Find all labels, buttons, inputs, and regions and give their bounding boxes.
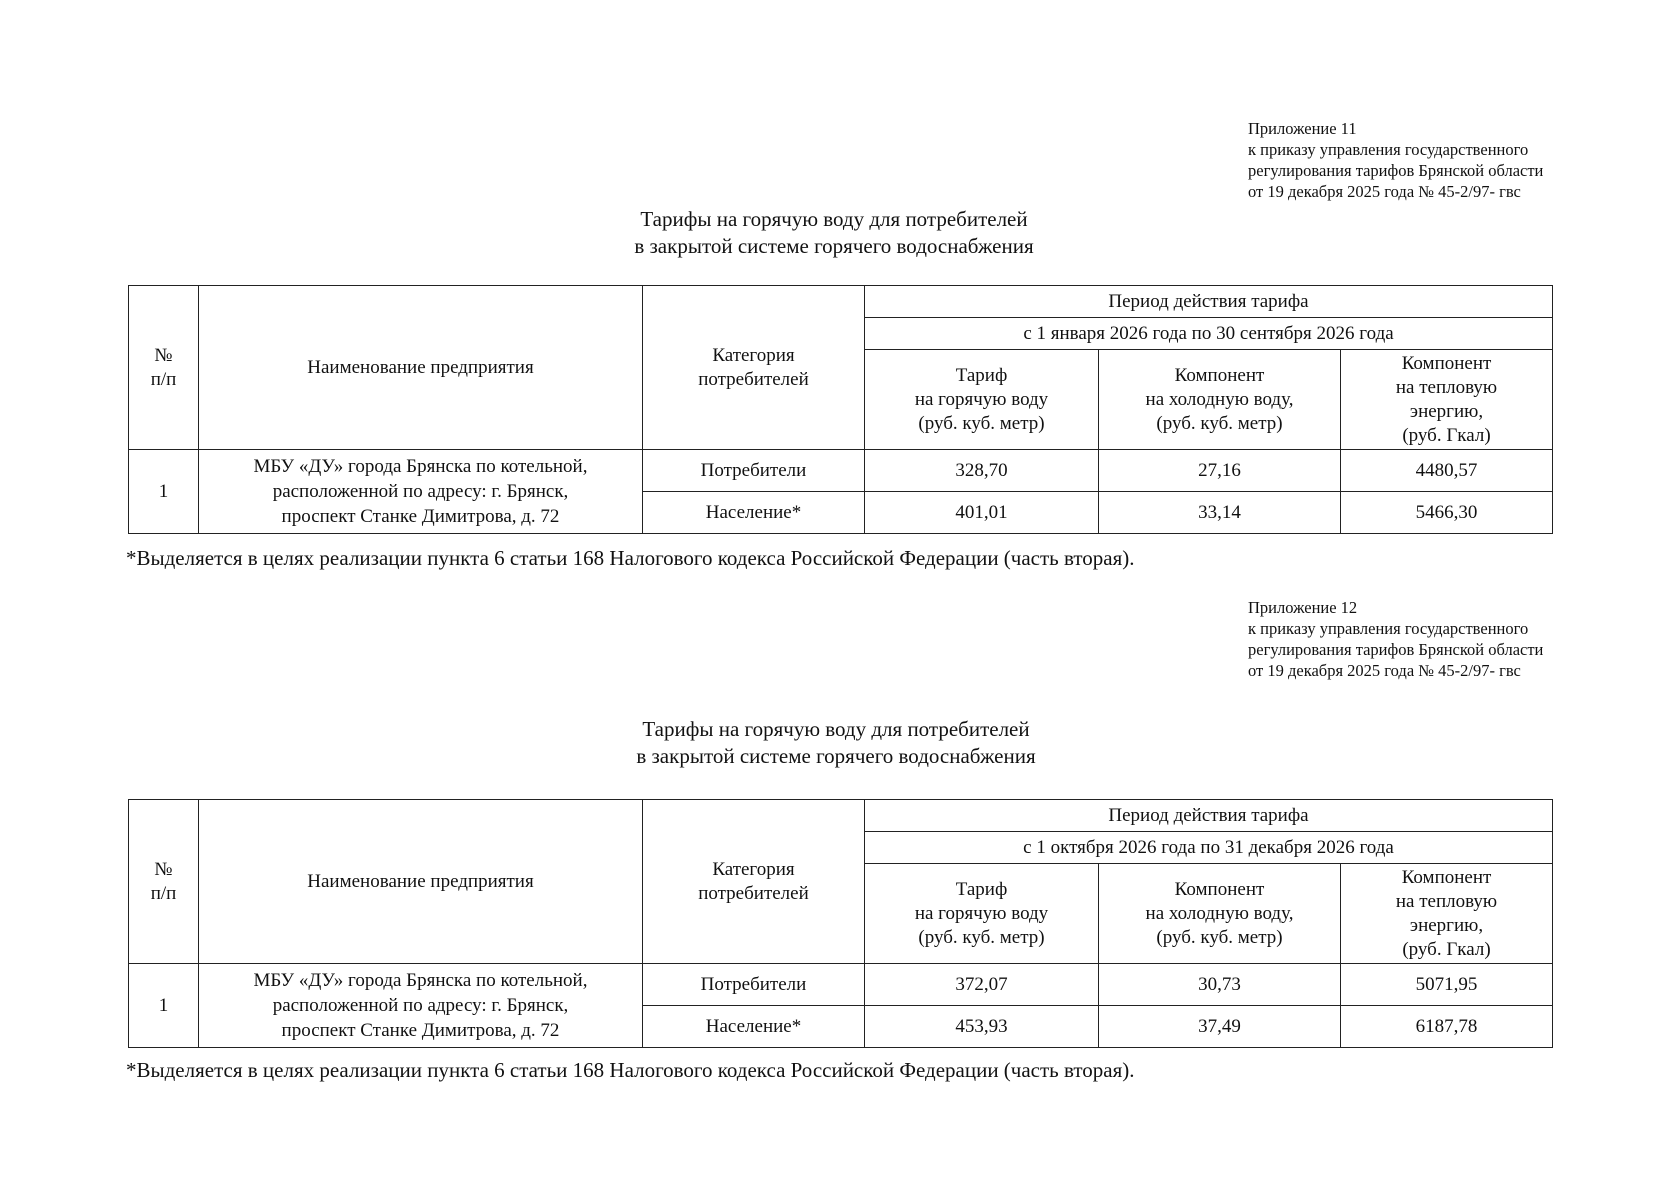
- appendix-header-11: [1248, 118, 1543, 202]
- heat-energy-value: 6187,78: [1341, 1006, 1553, 1048]
- appendix-date-line: от 19 декабря 2025 года № 45-2/97- гвс: [1248, 182, 1521, 201]
- tariff-table-1: [128, 285, 1553, 534]
- appendix-order-line: к приказу управления государственного: [1248, 619, 1529, 638]
- category-population: Население*: [643, 1006, 865, 1048]
- appendix-order-line: к приказу управления государственного: [1248, 140, 1529, 159]
- title-line-1: Тарифы на горячую воду для потребителей: [640, 207, 1028, 231]
- col-header-tariff: Тариф на горячую воду (руб. куб. метр): [865, 350, 1099, 450]
- col-header-heat-energy: Компонент на тепловую энергию, (руб. Гкал): [1341, 350, 1553, 450]
- col-header-tariff: Тариф на горячую воду (руб. куб. метр): [865, 864, 1099, 964]
- row-number: 1: [129, 964, 199, 1048]
- organization-name: МБУ «ДУ» города Брянска по котельной, расположенной по адресу: г. Брянск, проспект Станке Димитрова, д. 72: [199, 450, 643, 534]
- category-consumers: Потребители: [643, 450, 865, 492]
- category-consumers: Потребители: [643, 964, 865, 1006]
- tariff-title-1: [564, 206, 1104, 260]
- col-header-cold-water: Компонент на холодную воду, (руб. куб. метр): [1099, 350, 1341, 450]
- col-header-category: Категория потребителей: [643, 800, 865, 964]
- tariff-title-2: [566, 716, 1106, 770]
- organization-name: МБУ «ДУ» города Брянска по котельной, расположенной по адресу: г. Брянск, проспект Станке Димитрова, д. 72: [199, 964, 643, 1048]
- heat-energy-value: 5466,30: [1341, 492, 1553, 534]
- title-line-2: в закрытой системе горячего водоснабжения: [634, 234, 1034, 258]
- period-range: с 1 октября 2026 года по 31 декабря 2026 года: [865, 832, 1553, 864]
- col-header-number: № п/п: [129, 286, 199, 450]
- title-line-1: Тарифы на горячую воду для потребителей: [642, 717, 1030, 741]
- appendix-date-line: от 19 декабря 2025 года № 45-2/97- гвс: [1248, 661, 1521, 680]
- row-number: 1: [129, 450, 199, 534]
- cold-water-value: 37,49: [1099, 1006, 1341, 1048]
- category-population: Население*: [643, 492, 865, 534]
- tariff-value: 328,70: [865, 450, 1099, 492]
- appendix-authority-line: регулирования тарифов Брянской области: [1248, 161, 1544, 180]
- appendix-header-12: [1248, 597, 1543, 681]
- title-line-2: в закрытой системе горячего водоснабжения: [636, 744, 1036, 768]
- col-header-category: Категория потребителей: [643, 286, 865, 450]
- tariff-value: 372,07: [865, 964, 1099, 1006]
- col-header-name: Наименование предприятия: [199, 800, 643, 964]
- period-range: с 1 января 2026 года по 30 сентября 2026 года: [865, 318, 1553, 350]
- heat-energy-value: 4480,57: [1341, 450, 1553, 492]
- appendix-number: Приложение 12: [1248, 598, 1358, 617]
- cold-water-value: 27,16: [1099, 450, 1341, 492]
- col-header-period: Период действия тарифа: [865, 286, 1553, 318]
- footnote-2: *Выделяется в целях реализации пункта 6 статьи 168 Налогового кодекса Российской Федерации (часть вторая).: [126, 1058, 1135, 1082]
- footnote-1: *Выделяется в целях реализации пункта 6 статьи 168 Налогового кодекса Российской Федерации (часть вторая).: [126, 546, 1135, 570]
- appendix-authority-line: регулирования тарифов Брянской области: [1248, 640, 1544, 659]
- cold-water-value: 30,73: [1099, 964, 1341, 1006]
- tariff-value: 453,93: [865, 1006, 1099, 1048]
- col-header-period: Период действия тарифа: [865, 800, 1553, 832]
- col-header-number: № п/п: [129, 800, 199, 964]
- table-row: [129, 450, 1553, 492]
- table-row: [129, 964, 1553, 1006]
- heat-energy-value: 5071,95: [1341, 964, 1553, 1006]
- tariff-value: 401,01: [865, 492, 1099, 534]
- tariff-table-2: [128, 799, 1553, 1048]
- col-header-cold-water: Компонент на холодную воду, (руб. куб. метр): [1099, 864, 1341, 964]
- col-header-name: Наименование предприятия: [199, 286, 643, 450]
- col-header-heat-energy: Компонент на тепловую энергию, (руб. Гкал): [1341, 864, 1553, 964]
- cold-water-value: 33,14: [1099, 492, 1341, 534]
- appendix-number: Приложение 11: [1248, 119, 1357, 138]
